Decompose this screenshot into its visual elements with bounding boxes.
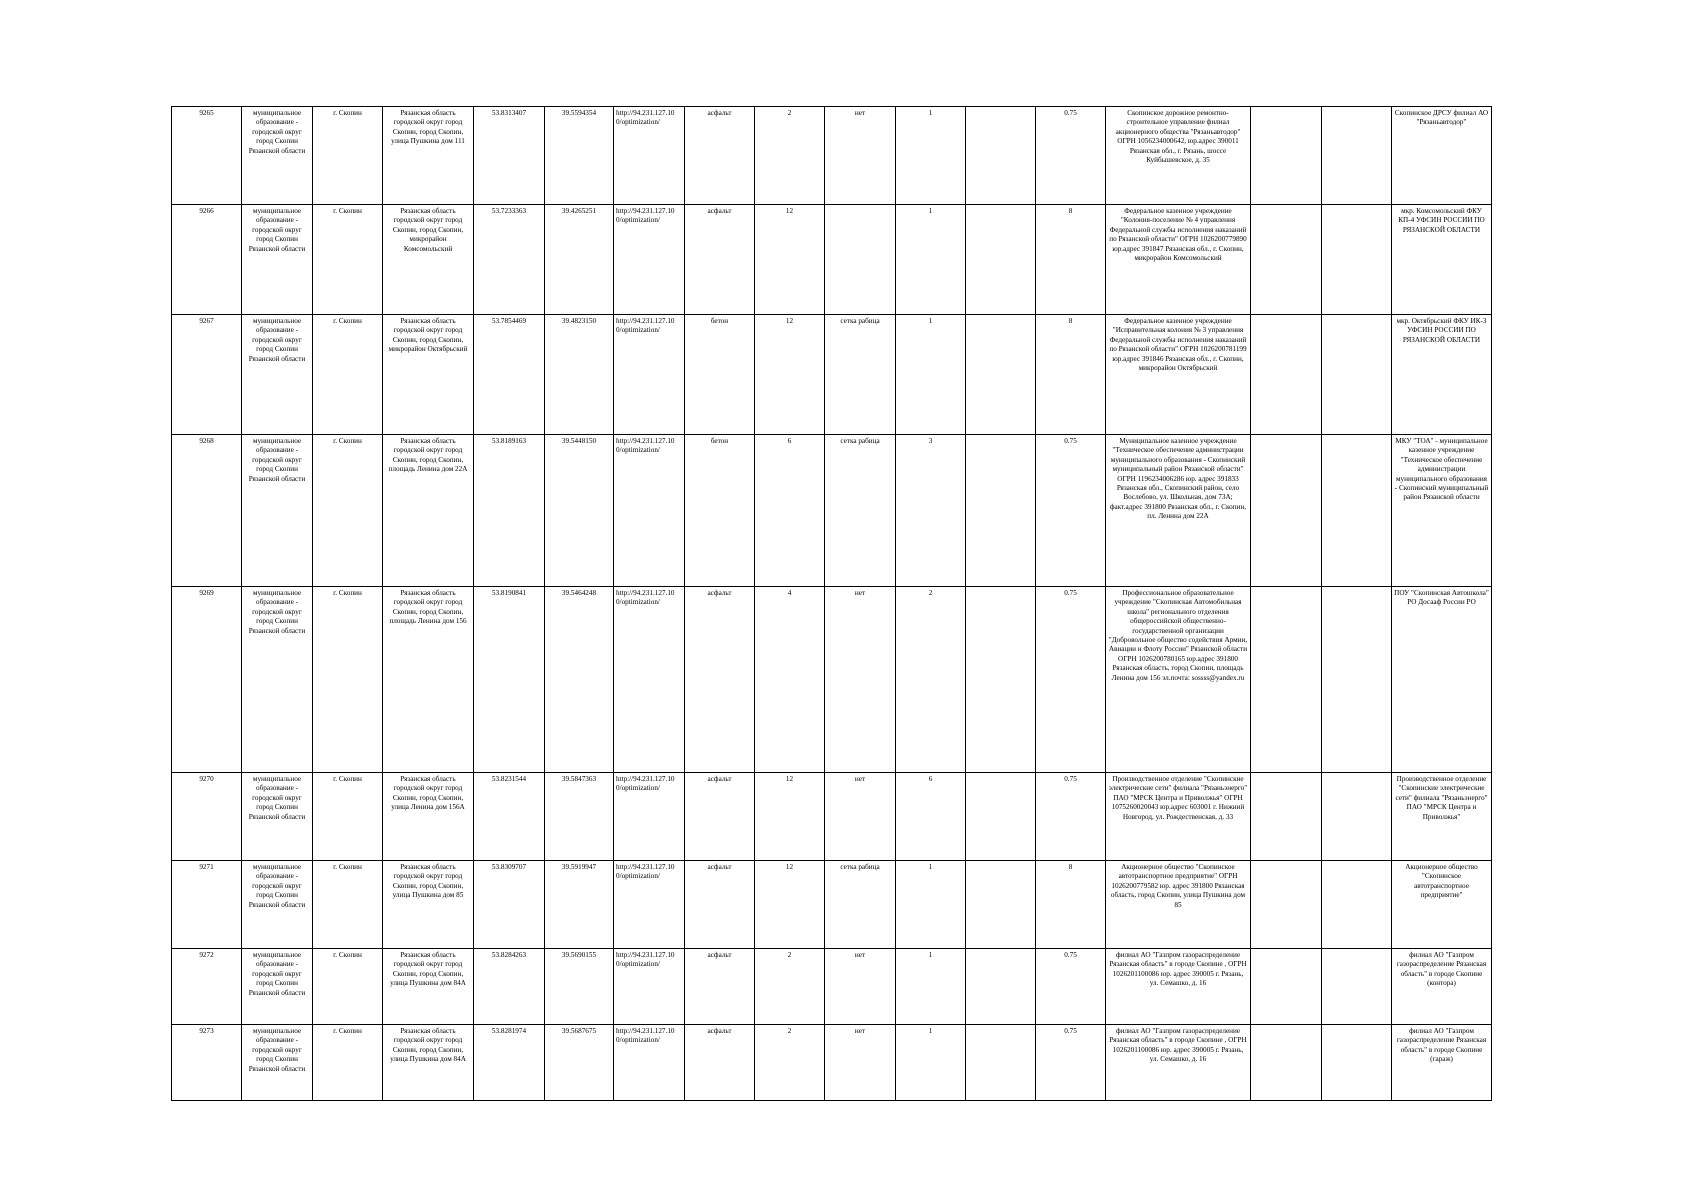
cell-c15	[1251, 587, 1322, 773]
cell-lon: 39.4265251	[545, 205, 614, 315]
cell-lon: 39.5690155	[545, 949, 614, 1025]
cell-c15	[1251, 861, 1322, 949]
cell-source: мкр. Октябрьский ФКУ ИК-3 УФСИН РОССИИ ПО РЯЗАНСКОЙ ОБЛАСТИ	[1392, 315, 1492, 435]
cell-area: 2	[755, 949, 825, 1025]
cell-fence: сетка рабица	[825, 435, 896, 587]
cell-id: 9267	[172, 315, 242, 435]
cell-c16	[1322, 587, 1392, 773]
cell-c15	[1251, 435, 1322, 587]
cell-surface: асфальт	[685, 1025, 755, 1101]
cell-address: Рязанская область городской округ город Скопин, город Скопин, площадь Ленина дом 22А	[383, 435, 474, 587]
cell-id: 9268	[172, 435, 242, 587]
cell-c16	[1322, 861, 1392, 949]
cell-city: г. Скопин	[313, 861, 383, 949]
cell-c16	[1322, 315, 1392, 435]
cell-url[interactable]: http://94.231.127.10 0/optimization/	[614, 315, 685, 435]
table-row	[172, 587, 1492, 773]
cell-c15	[1251, 949, 1322, 1025]
cell-containers: 3	[896, 435, 966, 587]
cell-containers: 1	[896, 205, 966, 315]
cell-id: 9272	[172, 949, 242, 1025]
cell-url[interactable]: http://94.231.127.10 0/optimization/	[614, 107, 685, 205]
cell-containers: 1	[896, 1025, 966, 1101]
cell-source: филиал АО "Газпром газораспределение Рязанская область" в городе Скопине (контора)	[1392, 949, 1492, 1025]
cell-source: ПОУ "Скопинская Автошкола" РО Досааф России РО	[1392, 587, 1492, 773]
cell-id: 9270	[172, 773, 242, 861]
cell-city: г. Скопин	[313, 315, 383, 435]
cell-address: Рязанская область городской округ город Скопин, город Скопин, улица Пушкина дом 84А	[383, 949, 474, 1025]
cell-containers: 6	[896, 773, 966, 861]
cell-municipality: муниципальное образование - городской округ город Скопин Рязанской области	[242, 773, 313, 861]
cell-area: 6	[755, 435, 825, 587]
cell-lat: 53.7854469	[474, 315, 545, 435]
cell-fence: нет	[825, 1025, 896, 1101]
cell-volume-empty	[966, 107, 1036, 205]
cell-lat: 53.8190841	[474, 587, 545, 773]
cell-address: Рязанская область городской округ город Скопин, город Скопин, улица Ленина дом 156А	[383, 773, 474, 861]
cell-area: 12	[755, 773, 825, 861]
cell-lon: 39.4823150	[545, 315, 614, 435]
cell-url[interactable]: http://94.231.127.10 0/optimization/	[614, 949, 685, 1025]
cell-c15	[1251, 107, 1322, 205]
cell-address: Рязанская область городской округ город Скопин, город Скопин, микрорайон Комсомольский	[383, 205, 474, 315]
cell-c15	[1251, 315, 1322, 435]
cell-volume: 0.75	[1036, 773, 1106, 861]
cell-c16	[1322, 205, 1392, 315]
cell-c16	[1322, 435, 1392, 587]
cell-c15	[1251, 1025, 1322, 1101]
cell-containers: 1	[896, 861, 966, 949]
cell-containers: 1	[896, 315, 966, 435]
cell-volume: 8	[1036, 205, 1106, 315]
cell-lon: 39.5687675	[545, 1025, 614, 1101]
registry-table	[171, 106, 1492, 1101]
cell-volume-empty	[966, 587, 1036, 773]
cell-owner: Производственное отделение "Скопинские электрические сети" филиала "Рязаньэнерго" ПАО "МРСК Центра и Приволжья" ОГРН 1075260020043 юр.адрес 603001 г. Нижний Новгород, ул. Рождественская, д. 33	[1106, 773, 1251, 861]
table-row	[172, 315, 1492, 435]
cell-c16	[1322, 1025, 1392, 1101]
cell-lat: 53.8231544	[474, 773, 545, 861]
cell-url[interactable]: http://94.231.127.10 0/optimization/	[614, 435, 685, 587]
cell-owner: филиал АО "Газпром газораспределение Рязанская область" в городе Скопине , ОГРН 1026201100086 юр. адрес 390005 г. Рязань, ул. Семашко, д. 16	[1106, 1025, 1251, 1101]
cell-fence: нет	[825, 949, 896, 1025]
cell-surface: бетон	[685, 435, 755, 587]
cell-source: Акционерное общество "Скопинское автотранспортное предприятие"	[1392, 861, 1492, 949]
cell-url[interactable]: http://94.231.127.10 0/optimization/	[614, 205, 685, 315]
cell-source: Производственное отделение "Скопинские электрические сети" филиала "Рязаньэнерго" ПАО "МРСК Центра и Приволжья"	[1392, 773, 1492, 861]
table-row	[172, 949, 1492, 1025]
cell-city: г. Скопин	[313, 435, 383, 587]
cell-surface: асфальт	[685, 107, 755, 205]
cell-url[interactable]: http://94.231.127.10 0/optimization/	[614, 861, 685, 949]
cell-surface: асфальт	[685, 205, 755, 315]
table-row	[172, 861, 1492, 949]
cell-city: г. Скопин	[313, 587, 383, 773]
cell-c15	[1251, 773, 1322, 861]
cell-volume: 0.75	[1036, 107, 1106, 205]
cell-volume: 0.75	[1036, 435, 1106, 587]
cell-volume-empty	[966, 861, 1036, 949]
cell-municipality: муниципальное образование - городской округ город Скопин Рязанской области	[242, 861, 313, 949]
cell-city: г. Скопин	[313, 107, 383, 205]
cell-area: 12	[755, 205, 825, 315]
cell-lat: 53.8189163	[474, 435, 545, 587]
cell-area: 12	[755, 315, 825, 435]
cell-url[interactable]: http://94.231.127.10 0/optimization/	[614, 587, 685, 773]
cell-owner: Муниципальное казенное учреждение "Техническое обеспечение администрации муниципального образования - Скопинский муниципальный район Рязанской области" ОГРН 1196234006286 юр. адрес 391833 Рязанская обл., Скопинский район, село Вослебово, ул. Школьная, дом 73А; факт.адрес 391800 Рязанская обл., г. Скопин, пл. Ленина дом 22А	[1106, 435, 1251, 587]
cell-address: Рязанская область городской округ город Скопин, город Скопин, площадь Ленина дом 156	[383, 587, 474, 773]
cell-fence: сетка рабица	[825, 861, 896, 949]
cell-fence: сетка рабица	[825, 315, 896, 435]
cell-lat: 53.8313407	[474, 107, 545, 205]
cell-owner: филиал АО "Газпром газораспределение Рязанская область" в городе Скопине , ОГРН 1026201100086 юр. адрес 390005 г. Рязань, ул. Семашко, д. 16	[1106, 949, 1251, 1025]
table-row	[172, 1025, 1492, 1101]
cell-id: 9269	[172, 587, 242, 773]
cell-fence: нет	[825, 587, 896, 773]
cell-volume: 8	[1036, 861, 1106, 949]
cell-lon: 39.5594354	[545, 107, 614, 205]
cell-municipality: муниципальное образование - городской округ город Скопин Рязанской области	[242, 587, 313, 773]
cell-lon: 39.5448150	[545, 435, 614, 587]
cell-area: 2	[755, 1025, 825, 1101]
cell-volume: 0.75	[1036, 949, 1106, 1025]
table-row	[172, 205, 1492, 315]
cell-c16	[1322, 773, 1392, 861]
cell-id: 9273	[172, 1025, 242, 1101]
table-row	[172, 435, 1492, 587]
cell-area: 12	[755, 861, 825, 949]
cell-owner: Акционерное общество "Скопинское автотранспортное предприятие" ОГРН 1026200779582 юр. адрес 391800 Рязанская область, город Скопин, улица Пушкина дом 85	[1106, 861, 1251, 949]
cell-fence	[825, 205, 896, 315]
cell-owner: Профессиональное образовательное учреждение "Скопинская Автомобильная школа" регионального отделения общероссийской общественно-государственной организации "Добровольное общество содействия Армии, Авиации и Флоту России" Рязанской области ОГРН 1026200780165 юр.адрес 391800 Рязанская область, город Скопин, площадь Ленина дом 156 эл.почта: sossss@yandex.ru	[1106, 587, 1251, 773]
cell-surface: асфальт	[685, 773, 755, 861]
cell-surface: асфальт	[685, 861, 755, 949]
cell-owner: Скопинское дорожное ремонтно-строительное управление филиал акционерного общества "Рязаньавтодор" ОГРН 1056234000642, юр.адрес 390011 Рязанская обл., г. Рязань, шоссе Куйбышевское, д. 35	[1106, 107, 1251, 205]
cell-source: МКУ "ТОА" - муниципальное казенное учреждение "Техническое обеспечение администрации муниципального образования - Скопинский муниципальный район Рязанской области	[1392, 435, 1492, 587]
cell-municipality: муниципальное образование - городской округ город Скопин Рязанской области	[242, 949, 313, 1025]
cell-lat: 53.8309707	[474, 861, 545, 949]
cell-lon: 39.5919947	[545, 861, 614, 949]
cell-id: 9266	[172, 205, 242, 315]
cell-municipality: муниципальное образование - городской округ город Скопин Рязанской области	[242, 107, 313, 205]
cell-surface: бетон	[685, 315, 755, 435]
cell-municipality: муниципальное образование - городской округ город Скопин Рязанской области	[242, 315, 313, 435]
cell-source: филиал АО "Газпром газораспределение Рязанская область" в городе Скопине (гараж)	[1392, 1025, 1492, 1101]
registry-table-body	[172, 107, 1492, 1101]
cell-area: 4	[755, 587, 825, 773]
cell-volume: 0.75	[1036, 1025, 1106, 1101]
table-row	[172, 107, 1492, 205]
cell-city: г. Скопин	[313, 949, 383, 1025]
cell-fence: нет	[825, 107, 896, 205]
cell-lat: 53.8284263	[474, 949, 545, 1025]
cell-address: Рязанская область городской округ город Скопин, город Скопин, улица Пушкина дом 84А	[383, 1025, 474, 1101]
cell-surface: асфальт	[685, 587, 755, 773]
table-row	[172, 773, 1492, 861]
cell-volume-empty	[966, 949, 1036, 1025]
cell-url[interactable]: http://94.231.127.10 0/optimization/	[614, 1025, 685, 1101]
cell-owner: Федеральное казенное учреждение "Исправительная колония № 3 управления Федеральной службы исполнения наказаний по Рязанской области" ОГРН 1026200781199 юр.адрес 391846 Рязанская обл., г. Скопин, микрорайон Октябрьский	[1106, 315, 1251, 435]
cell-area: 2	[755, 107, 825, 205]
cell-containers: 2	[896, 587, 966, 773]
cell-lon: 39.5464248	[545, 587, 614, 773]
cell-volume-empty	[966, 435, 1036, 587]
cell-municipality: муниципальное образование - городской округ город Скопин Рязанской области	[242, 435, 313, 587]
cell-address: Рязанская область городской округ город Скопин, город Скопин, улица Пушкина дом 85	[383, 861, 474, 949]
cell-city: г. Скопин	[313, 1025, 383, 1101]
cell-lon: 39.5847363	[545, 773, 614, 861]
cell-containers: 1	[896, 107, 966, 205]
cell-volume-empty	[966, 205, 1036, 315]
cell-volume-empty	[966, 1025, 1036, 1101]
cell-id: 9265	[172, 107, 242, 205]
cell-c16	[1322, 107, 1392, 205]
cell-c16	[1322, 949, 1392, 1025]
cell-source: мкр. Комсомольский ФКУ КП-4 УФСИН РОССИИ ПО РЯЗАНСКОЙ ОБЛАСТИ	[1392, 205, 1492, 315]
cell-lat: 53.7233363	[474, 205, 545, 315]
cell-municipality: муниципальное образование - городской округ город Скопин Рязанской области	[242, 1025, 313, 1101]
cell-containers: 1	[896, 949, 966, 1025]
cell-owner: Федеральное казенное учреждение "Колония-поселение № 4 управления Федеральной службы исполнения наказаний по Рязанской области" ОГРН 1026200779890 юр.адрес 391847 Рязанская обл., г. Скопин, микрорайон Комсомольский	[1106, 205, 1251, 315]
cell-volume: 8	[1036, 315, 1106, 435]
cell-fence: нет	[825, 773, 896, 861]
cell-c15	[1251, 205, 1322, 315]
cell-volume-empty	[966, 315, 1036, 435]
cell-lat: 53.8281974	[474, 1025, 545, 1101]
cell-volume-empty	[966, 773, 1036, 861]
cell-url[interactable]: http://94.231.127.10 0/optimization/	[614, 773, 685, 861]
cell-address: Рязанская область городской округ город Скопин, город Скопин, микрорайон Октябрьский	[383, 315, 474, 435]
cell-municipality: муниципальное образование - городской округ город Скопин Рязанской области	[242, 205, 313, 315]
cell-city: г. Скопин	[313, 773, 383, 861]
cell-id: 9271	[172, 861, 242, 949]
cell-city: г. Скопин	[313, 205, 383, 315]
cell-volume: 0.75	[1036, 587, 1106, 773]
cell-address: Рязанская область городской округ город Скопин, город Скопин, улица Пушкина дом 111	[383, 107, 474, 205]
cell-source: Скопинское ДРСУ филиал АО "Рязаньавтодор"	[1392, 107, 1492, 205]
cell-surface: асфальт	[685, 949, 755, 1025]
